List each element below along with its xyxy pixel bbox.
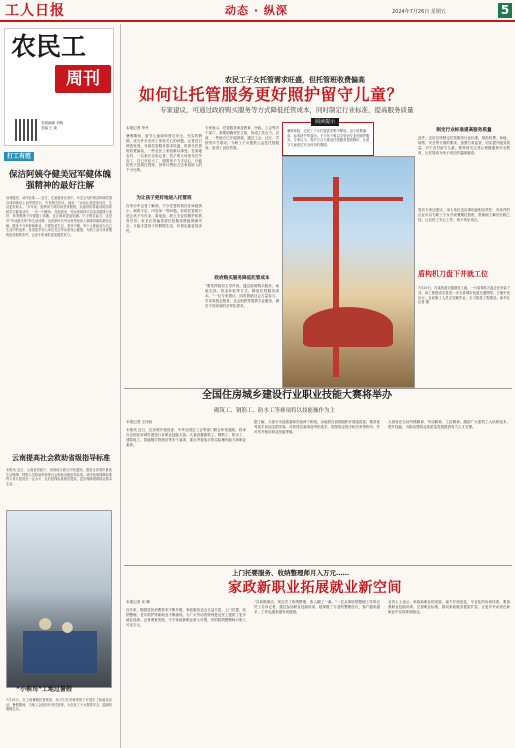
side-article-title[interactable]: 保洁阿姨夺健美冠军健体魄强精神的最好注解 bbox=[8, 170, 111, 191]
qr-code-icon bbox=[15, 119, 37, 141]
lead-byline: 本报记者 李丹 bbox=[126, 126, 149, 130]
children-figures bbox=[23, 603, 97, 673]
bottom-kicker: 上门托婴服务、收纳整理师月入万元…… bbox=[232, 569, 349, 577]
sidebar bbox=[0, 24, 118, 748]
side-article2-title[interactable]: 云南提高社会救助省级指导标准 bbox=[12, 454, 110, 462]
weekly-brand-box bbox=[4, 28, 114, 146]
designer-line: 美编 王 新 bbox=[41, 126, 58, 130]
bottom-col3: 业内人士表示，家政新职业的发展，离不开规范化、专业化的培训体系。要加强职业技能培训，完善职业标准，推动家政服务提质扩容，让更多劳动者在新职业中实现体面就业。 bbox=[388, 600, 510, 614]
mid-col3: 大赛旨在弘扬劳模精神、劳动精神、工匠精神，激励广大建筑工人钻研技术、提升技能，为推动建筑业高质量发展提供有力人才支撑。 bbox=[388, 420, 510, 429]
side-article2-body: 本报讯 近日，云南省民政厅、省财政厅联合印发通知，提高全省城乡最低生活保障、特困人员救助供养等社会救助省级指导标准。城市低保保障标准每人每月提高至一定水平，农村低保标准相应提高，更好保障困难群众基本生活。 bbox=[6, 468, 112, 486]
mid-col2: 据了解，大赛分为选拔赛和决赛两个阶段。各地将在前期组织开展选拔赛，推荐优秀选手参加全国决赛。对获得各赛项前列的选手，将按规定授予相关荣誉称号，并可晋升相应职业技能等级。 bbox=[254, 420, 380, 434]
masthead-logo: 工人日报 bbox=[5, 3, 65, 19]
lead-kicker: 农民工子女托管需求旺盛，但托管班收费偏高 bbox=[225, 76, 365, 84]
lead-headline[interactable]: 如何让托管服务更好照护留守儿童？ bbox=[139, 85, 404, 104]
lead-col1: 暑假期间，留守儿童如何度过安全、充实的假期，成为许多农民工家庭关心的问题。记者近日调查发现，各地托管服务需求旺盛，但部分托管班收费偏高，一些农民工家庭难以承受。在某地农村，一名家长告诉记者，孩子的父母常年在外务工，自己年纪大了，照看孩子力不从心，只能把孩子送到托管班，但每月费用占去家庭收入的不小比例。 bbox=[126, 134, 202, 173]
photo-caption: 7月25日，在某轨道交通建设工地，一台盾构机刀盘正在吊装下井。该工程建成后将进一步完善城市轨道交通网络，方便市民出行。目前施工人员正加紧作业，全力推进工程建设。新华社记者 摄 bbox=[418, 286, 511, 305]
side-photo[interactable] bbox=[6, 510, 112, 688]
issue-date: 2024年7月26日 星期五 bbox=[392, 9, 446, 15]
lead-col1b: 在采访中记者了解到，不少托管机构存在场地狭小、师资不足、内容单一等问题。有的托管班只是让孩子写作业、看电视，缺乏专业的照护和教育引导。家长们普遍希望托管服务既能保障安全，又能丰富孩子的假期生活，价格也能更加亲民。 bbox=[126, 204, 202, 233]
side-photo-title: “小候鸟”工地过暑假 bbox=[16, 686, 72, 693]
mid-subhead: 砌筑工、钢筋工、防水工等赛项将以技能操作为主 bbox=[214, 408, 336, 414]
mid-col1: 本报讯 近日，住房城乡建设部、中华全国总工会等部门联合印发通知，将举办全国住房城乡建设行业职业技能大赛。大赛设置砌筑工、钢筋工、防水工、建筑电工、智能楼宇管理员等多个赛项，重点考查选手的实际操作能力和职业素养。 bbox=[126, 428, 246, 447]
crane-tower bbox=[333, 177, 339, 377]
editor-line: 本版编辑 刘萌 bbox=[41, 121, 64, 125]
brand-title: 农民工 bbox=[11, 32, 87, 61]
lead-subhead: 专家建议，可通过政府购买服务等方式降低托管成本，同时制定行业标准，提高服务质量 bbox=[160, 106, 414, 114]
side-photo-caption: 7月25日，在工地暑期托管班里，孩子们在老师带领下开展手工和阅读活动。暑假期间，当地工会组织开设托管班，为农民工子女提供安全、温暖的假期生活。 bbox=[6, 698, 112, 712]
reading-tips-label: 阅读提示 bbox=[311, 118, 339, 126]
column-badge: 打工有范 bbox=[4, 152, 34, 161]
lead-col3-subheading: 制定行业标准提高服务质量 bbox=[436, 128, 492, 133]
bottom-col1: 近年来，随着居民消费需求不断升级，家政服务业态日益丰富，上门托婴、收纳整理、老年陪护等新职业不断涌现，为广大劳动者特别是农民工提供了更多就业选择。记者调查发现，不少家政新职业收入可观，有的收纳整理师月收入可达万元。 bbox=[126, 608, 246, 627]
bottom-byline: 本报记者 宋 琳 bbox=[126, 600, 150, 604]
section-title: 动态 · 纵深 bbox=[225, 4, 288, 17]
tunnel-cutterhead bbox=[303, 307, 393, 347]
page-number-badge: 5 bbox=[498, 3, 512, 18]
mid-byline: 本报记者 王伟伟 bbox=[126, 420, 153, 424]
editor-info bbox=[41, 121, 63, 131]
section-divider-2 bbox=[124, 565, 512, 566]
column-header bbox=[4, 152, 114, 162]
section-divider bbox=[124, 388, 512, 389]
lead-col2b: “要发挥政府主导作用，通过政府购买服务、场地支持、资金补贴等方式，降低托管服务成本。”一位专家建议，同时鼓励社会力量参与，引导高校志愿者、社会组织等提供专业服务，满足不同家庭的多样化需求。 bbox=[205, 284, 279, 308]
lead-col1-subheading: 为让孩子更好地进入托管班 bbox=[136, 196, 192, 201]
lead-col2-subheading: 政府购买服务降低托管成本 bbox=[214, 276, 270, 281]
crane-boom bbox=[293, 197, 403, 201]
bottom-col2: “以前做保洁，现在学了收纳整理，收入翻了一番。”一位从事收纳整理工作的农民工告诉记者，通过参加职业技能培训，她掌握了专业的整理技巧，客户越来越多，工作也越来越有成就感。 bbox=[254, 600, 380, 614]
mid-headline[interactable]: 全国住房城乡建设行业职业技能大赛将举办 bbox=[202, 390, 392, 401]
photo-title: 盾构机刀盘下井就工位 bbox=[418, 270, 488, 278]
bottom-headline[interactable]: 家政新职业拓展就业新空间 bbox=[228, 580, 402, 596]
lead-col3b: 受访专家还建议，用人单位也应承担起相应责任，有条件的企业可以为职工子女开设暑期托管班，帮助职工解决后顾之忧，让农民工安心工作、孩子快乐成长。 bbox=[418, 208, 510, 222]
side-article-body: 身材健美，动作标准……近日，在某健身比赛中，年近五旬的保洁阿姨凭借自律训练站上冠军领奖台，引发网友热议。她说：“运动让我更加自信，生活更有盼头。”多年来，她利用下班时间坚持锻炼，从最初的体能训练到系统学习健美动作，一步一个脚印。在她看来，劳动者同样可以追求健康与美好，体育锻炼不仅强健了体魄，也让精神更加饱满。不少网友留言：这是对“劳动最光荣”的生动诠释，也是新时代劳动者昂扬向上精神风貌的最好注解。健身不分年龄和职业，只要热爱生活、坚持不懈，每个人都能成为自己生活中的冠军。希望更多用人单位关注劳动者身心健康，为职工参与体育锻炼创造便利条件，让奋斗的身影更加健美有力。 bbox=[6, 196, 112, 237]
reading-tips-text: 暑假来临，农民工子女托管需求集中释放。由于收费偏高、标准缺失等原因，不少孩子难以享受到专业的照护服务。专家认为，需多方合力推动托管服务提质降价，让留守儿童度过安全快乐的假期。 bbox=[287, 129, 370, 147]
reading-tips-box bbox=[282, 119, 374, 156]
lead-col3: 此外，还应尽快制定托管服务行业标准，规范收费、场地、师资、安全等方面的要求，加强日常监管，切实提升服务质量。对于农村留守儿童，要特别关注其心理健康和安全教育，让托管成为孩子成长的温暖港湾。 bbox=[418, 136, 510, 155]
sidebar-divider bbox=[120, 24, 121, 748]
brand-subtitle: 周刊 bbox=[55, 65, 111, 93]
construction-photo[interactable] bbox=[282, 156, 415, 388]
page-header bbox=[0, 0, 515, 22]
lead-col2: 专家表示，托管服务涉及教育、民政、工会等多个部门，需要明确责任主体，形成工作合力。目前，一些地方已开展探索，通过工会、社区、学校等多方联动，为职工子女提供公益性托管服务，取得了良好效果。 bbox=[205, 126, 279, 150]
